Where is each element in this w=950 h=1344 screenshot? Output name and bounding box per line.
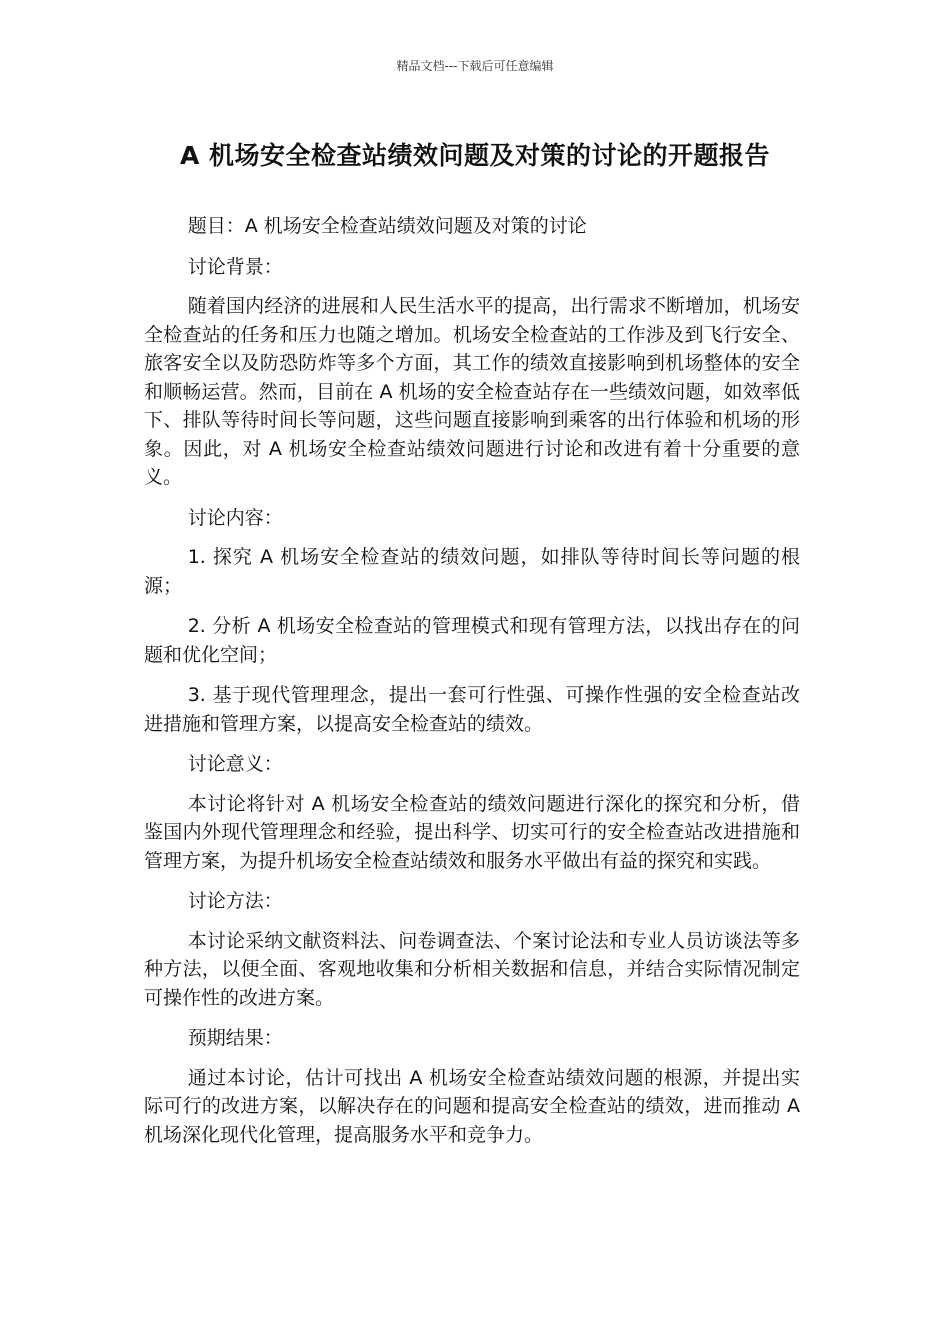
results-paragraph: 通过本讨论，估计可找出 A 机场安全检查站绩效问题的根源，并提出实际可行的改进方案，以解决存在的问题和提高安全检查站的绩效，进而推动 A 机场深化现代化管理，提高服务水平和竞争力。 (144, 1066, 800, 1146)
document-title: A 机场安全检查站绩效问题及对策的讨论的开题报告 (179, 141, 771, 170)
background-heading: 讨论背景： (187, 255, 283, 278)
header-note: 精品文档---下载后可任意编辑 (396, 59, 554, 73)
content-heading: 讨论内容： (187, 506, 283, 529)
topic-line: 题目：A 机场安全检查站绩效问题及对策的讨论 (187, 215, 587, 237)
results-heading: 预期结果： (187, 1027, 283, 1049)
method-heading: 讨论方法： (187, 890, 283, 912)
significance-paragraph: 本讨论将针对 A 机场安全检查站的绩效问题进行深化的探究和分析，借鉴国内外现代管理理念和经验，提出科学、切实可行的安全检查站改进措施和管理方案，为提升机场安全检查站绩效和服务水平做出有益的探究和实践。 (144, 792, 800, 872)
background-paragraph: 随着国内经济的进展和人民生活水平的提高，出行需求不断增加，机场安全检查站的任务和压力也随之增加。机场安全检查站的工作涉及到飞行安全、旅客安全以及防恐防炸等多个方面，其工作的绩效直接影响到机场整体的安全和顺畅运营。然而，目前在 A 机场的安全检查站存在一些绩效问题，如效率低下、排队等待时间长等问题，这些问题直接影响到乘客的出行体验和机场的形象。因此，对 A 机场安全检查站绩效问题进行讨论和改进有着十分重要的意义。 (144, 295, 800, 488)
method-paragraph: 本讨论采纳文献资料法、问卷调查法、个案讨论法和专业人员访谈法等多种方法，以便全面、客观地收集和分析相关数据和信息，并结合实际情况制定可操作性的改进方案。 (144, 929, 800, 1009)
document-body (144, 212, 800, 1161)
content-item-1: 1. 探究 A 机场安全检查站的绩效问题，如排队等待时间长等问题的根源； (144, 546, 800, 597)
content-item-2: 2. 分析 A 机场安全检查站的管理模式和现有管理方法，以找出存在的问题和优化空间； (144, 615, 800, 666)
content-item-3: 3. 基于现代管理理念，提出一套可行性强、可操作性强的安全检查站改进措施和管理方案，以提高安全检查站的绩效。 (144, 684, 800, 735)
significance-heading: 讨论意义： (187, 753, 283, 775)
